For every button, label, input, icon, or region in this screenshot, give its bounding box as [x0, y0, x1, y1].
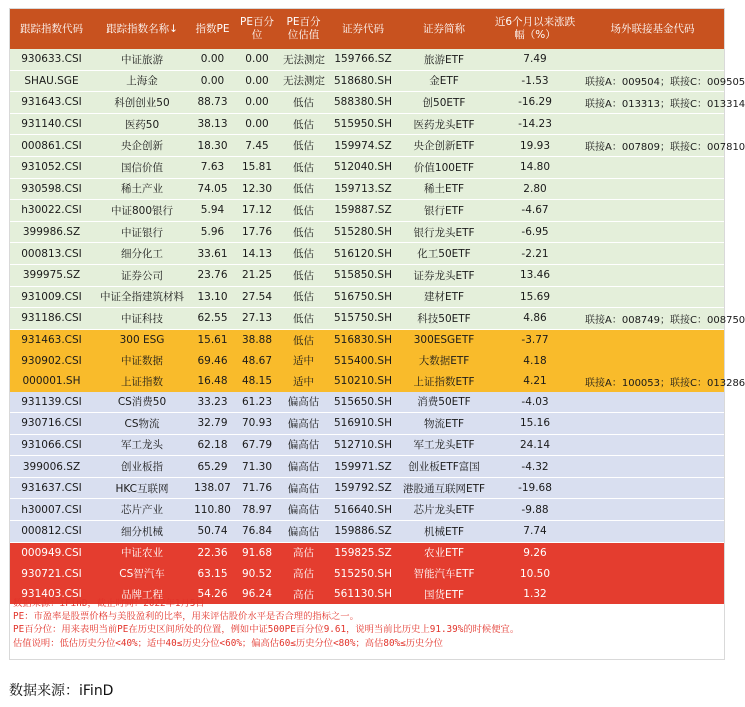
cell-security-code: 159974.SZ [327, 135, 399, 157]
table-row[interactable] [10, 200, 724, 222]
cell-pe-percentile: 38.88 [234, 329, 280, 350]
cell-security-code: 515750.SH [327, 308, 399, 330]
table-row[interactable] [10, 477, 724, 499]
cell-index-name: CS智汽车 [93, 563, 191, 584]
cell-security-name: 价值100ETF [399, 156, 489, 178]
table-row[interactable] [10, 499, 724, 521]
cell-change-6m: 2.80 [489, 178, 581, 200]
col-header-security-code: 证券代码 [327, 9, 399, 49]
note-source: 数据来源：iFinD，截止时间：2022年1月5日 [13, 598, 205, 609]
cell-index-name: 证券公司 [93, 264, 191, 286]
cell-pe: 65.29 [191, 456, 234, 478]
table-row[interactable] [10, 70, 724, 92]
cell-pe-percentile: 21.25 [234, 264, 280, 286]
cell-change-6m: -4.67 [489, 200, 581, 222]
cell-security-name: 港股通互联网ETF [399, 477, 489, 499]
cell-security-code: 516910.SH [327, 413, 399, 435]
table-row[interactable] [10, 413, 724, 435]
cell-security-code: 516120.SH [327, 243, 399, 265]
cell-pe-valuation: 适中 [280, 350, 327, 371]
cell-security-code: 159971.SZ [327, 456, 399, 478]
cell-pe-percentile: 0.00 [234, 92, 280, 114]
cell-pe: 23.76 [191, 264, 234, 286]
cell-security-name: 稀土ETF [399, 178, 489, 200]
cell-security-code: 515250.SH [327, 563, 399, 584]
cell-security-name: 国货ETF [399, 584, 489, 605]
cell-pe-percentile: 91.68 [234, 542, 280, 563]
cell-pe-percentile: 0.00 [234, 113, 280, 135]
table-row[interactable] [10, 178, 724, 200]
cell-security-name: 建材ETF [399, 286, 489, 308]
cell-change-6m: -4.32 [489, 456, 581, 478]
cell-security-code: 515280.SH [327, 221, 399, 243]
table-row[interactable] [10, 542, 724, 563]
table-row[interactable] [10, 286, 724, 308]
cell-index-name: HKC互联网 [93, 477, 191, 499]
cell-security-name: 科技50ETF [399, 308, 489, 330]
cell-pe-valuation: 低估 [280, 92, 327, 114]
cell-feeder-fund [581, 542, 724, 563]
cell-security-name: 银行龙头ETF [399, 221, 489, 243]
cell-pe-percentile: 90.52 [234, 563, 280, 584]
cell-change-6m: -2.21 [489, 243, 581, 265]
cell-feeder-fund [581, 456, 724, 478]
cell-security-name: 机械ETF [399, 521, 489, 543]
cell-pe-valuation: 低估 [280, 200, 327, 222]
col-header-index-code: 跟踪指数代码 [10, 9, 93, 49]
cell-change-6m: 24.14 [489, 434, 581, 456]
cell-security-code: 159766.SZ [327, 49, 399, 70]
table-body [10, 49, 745, 604]
cell-feeder-fund [581, 413, 724, 435]
table-row[interactable] [10, 371, 724, 392]
cell-security-name: 军工龙头ETF [399, 434, 489, 456]
cell-change-6m: -14.23 [489, 113, 581, 135]
cell-pe: 63.15 [191, 563, 234, 584]
cell-security-code: 515850.SH [327, 264, 399, 286]
cell-security-name: 芯片龙头ETF [399, 499, 489, 521]
cell-feeder-fund [581, 477, 724, 499]
cell-pe-valuation: 低估 [280, 243, 327, 265]
cell-index-name: 中证800银行 [93, 200, 191, 222]
cell-security-code: 561130.SH [327, 584, 399, 605]
cell-pe-valuation: 无法测定 [280, 70, 327, 92]
cell-security-name: 医药龙头ETF [399, 113, 489, 135]
cell-change-6m: -4.03 [489, 392, 581, 413]
cell-pe-valuation: 低估 [280, 156, 327, 178]
cell-pe: 74.05 [191, 178, 234, 200]
cell-pe-valuation: 偏高估 [280, 392, 327, 413]
cell-pe: 18.30 [191, 135, 234, 157]
cell-security-code: 159886.SZ [327, 521, 399, 543]
cell-security-name: 证券龙头ETF [399, 264, 489, 286]
cell-index-code: 930721.CSI [10, 563, 93, 584]
cell-index-code: 000001.SH [10, 371, 93, 392]
cell-pe: 15.61 [191, 329, 234, 350]
table-row[interactable] [10, 350, 724, 371]
cell-index-name: 细分机械 [93, 521, 191, 543]
cell-pe: 62.55 [191, 308, 234, 330]
cell-index-code: 931140.CSI [10, 113, 93, 135]
cell-pe-percentile: 0.00 [234, 70, 280, 92]
cell-index-code: h30007.CSI [10, 499, 93, 521]
cell-change-6m: 19.93 [489, 135, 581, 157]
cell-change-6m: 1.32 [489, 584, 581, 605]
cell-security-code: 516830.SH [327, 329, 399, 350]
cell-pe: 88.73 [191, 92, 234, 114]
cell-pe: 5.94 [191, 200, 234, 222]
cell-index-name: 国信价值 [93, 156, 191, 178]
cell-pe: 33.61 [191, 243, 234, 265]
cell-index-name: 300 ESG [93, 329, 191, 350]
cell-change-6m: 10.50 [489, 563, 581, 584]
cell-pe-percentile: 48.15 [234, 371, 280, 392]
cell-pe-valuation: 低估 [280, 113, 327, 135]
cell-pe: 13.10 [191, 286, 234, 308]
cell-security-name: 央企创新ETF [399, 135, 489, 157]
cell-pe-percentile: 12.30 [234, 178, 280, 200]
cell-change-6m: -9.88 [489, 499, 581, 521]
cell-index-code: 930598.CSI [10, 178, 93, 200]
cell-security-code: 515950.SH [327, 113, 399, 135]
cell-pe-valuation: 偏高估 [280, 499, 327, 521]
cell-security-name: 创50ETF [399, 92, 489, 114]
cell-pe-valuation: 偏高估 [280, 456, 327, 478]
cell-pe-valuation: 偏高估 [280, 521, 327, 543]
cell-index-code: 000812.CSI [10, 521, 93, 543]
cell-security-code: 518680.SH [327, 70, 399, 92]
cell-feeder-fund [581, 243, 724, 265]
table-row[interactable] [10, 329, 724, 350]
cell-feeder-fund [581, 113, 724, 135]
cell-pe-percentile: 27.54 [234, 286, 280, 308]
cell-security-name: 上证指数ETF [399, 371, 489, 392]
cell-index-code: 399986.SZ [10, 221, 93, 243]
cell-pe-percentile: 15.81 [234, 156, 280, 178]
cell-index-code: 930716.CSI [10, 413, 93, 435]
col-header-pe-valuation: PE百分位估值 [280, 9, 327, 49]
cell-change-6m: 9.26 [489, 542, 581, 563]
cell-feeder-fund [581, 521, 724, 543]
valuation-table [10, 9, 745, 604]
cell-index-name: 医药50 [93, 113, 191, 135]
cell-feeder-fund: 联接A：009504；联接C：009505 [581, 70, 724, 92]
cell-feeder-fund [581, 499, 724, 521]
note-pe-definition: PE：市盈率是股票价格与美股盈利的比率，用来评估股价水平是否合理的指标之一。 [13, 611, 359, 623]
cell-pe: 16.48 [191, 371, 234, 392]
cell-security-code: 512040.SH [327, 156, 399, 178]
cell-security-name: 金ETF [399, 70, 489, 92]
cell-feeder-fund [581, 200, 724, 222]
cell-index-code: 930902.CSI [10, 350, 93, 371]
cell-change-6m: 13.46 [489, 264, 581, 286]
cell-security-name: 农业ETF [399, 542, 489, 563]
cell-pe-percentile: 0.00 [234, 49, 280, 70]
cell-index-name: 细分化工 [93, 243, 191, 265]
cell-pe: 32.79 [191, 413, 234, 435]
cell-change-6m: 14.80 [489, 156, 581, 178]
cell-index-name: 中证全指建筑材料 [93, 286, 191, 308]
cell-pe-percentile: 67.79 [234, 434, 280, 456]
cell-index-code: 931066.CSI [10, 434, 93, 456]
cell-pe: 50.74 [191, 521, 234, 543]
cell-pe-percentile: 96.24 [234, 584, 280, 605]
cell-pe-percentile: 71.76 [234, 477, 280, 499]
cell-pe: 69.46 [191, 350, 234, 371]
col-header-pe-percentile: PE百分位 [234, 9, 280, 49]
cell-index-code: 931637.CSI [10, 477, 93, 499]
cell-feeder-fund: 联接A：100053；联接C：013286 [581, 371, 724, 392]
cell-feeder-fund [581, 563, 724, 584]
cell-index-name: 中证数据 [93, 350, 191, 371]
cell-pe-percentile: 78.97 [234, 499, 280, 521]
cell-index-name: 芯片产业 [93, 499, 191, 521]
col-header-index-name[interactable]: 跟踪指数名称↓ [93, 9, 191, 49]
cell-pe: 5.96 [191, 221, 234, 243]
cell-index-code: 000861.CSI [10, 135, 93, 157]
table-row[interactable] [10, 92, 724, 114]
cell-change-6m: 7.49 [489, 49, 581, 70]
cell-feeder-fund: 联接A：007809；联接C：007810 [581, 135, 724, 157]
cell-pe-valuation: 低估 [280, 329, 327, 350]
cell-pe: 110.80 [191, 499, 234, 521]
cell-feeder-fund [581, 49, 724, 70]
cell-pe-valuation: 适中 [280, 371, 327, 392]
cell-index-name: 稀土产业 [93, 178, 191, 200]
cell-index-name: 中证旅游 [93, 49, 191, 70]
cell-pe-valuation: 偏高估 [280, 434, 327, 456]
cell-feeder-fund: 联接A：008749；联接C：008750 [581, 308, 724, 330]
cell-change-6m: 7.74 [489, 521, 581, 543]
cell-index-code: 000813.CSI [10, 243, 93, 265]
cell-index-code: 931463.CSI [10, 329, 93, 350]
cell-index-code: 931139.CSI [10, 392, 93, 413]
table-row[interactable] [10, 264, 724, 286]
cell-pe-percentile: 17.12 [234, 200, 280, 222]
cell-change-6m: 4.21 [489, 371, 581, 392]
notes-block [13, 597, 721, 650]
note-pe-percentile: PE百分位：用来表明当前PE在历史区间所处的位置，例如中证500PE百分位9.61，说明当前比历史上91.39%的时候便宜。 [13, 624, 520, 636]
valuation-table-panel [9, 8, 745, 660]
cell-pe-percentile: 48.67 [234, 350, 280, 371]
table-row[interactable] [10, 135, 724, 157]
cell-change-6m: 15.69 [489, 286, 581, 308]
cell-index-code: SHAU.SGE [10, 70, 93, 92]
cell-security-code: 588380.SH [327, 92, 399, 114]
cell-index-name: CS消费50 [93, 392, 191, 413]
cell-index-name: 科创创业50 [93, 92, 191, 114]
cell-security-code: 159825.SZ [327, 542, 399, 563]
cell-security-name: 银行ETF [399, 200, 489, 222]
cell-pe-percentile: 71.30 [234, 456, 280, 478]
cell-change-6m: -6.95 [489, 221, 581, 243]
cell-pe-percentile: 17.76 [234, 221, 280, 243]
cell-index-code: 931186.CSI [10, 308, 93, 330]
cell-pe-valuation: 高估 [280, 584, 327, 605]
cell-pe: 33.23 [191, 392, 234, 413]
cell-change-6m: -19.68 [489, 477, 581, 499]
cell-feeder-fund [581, 350, 724, 371]
cell-index-name: CS物流 [93, 413, 191, 435]
cell-change-6m: 15.16 [489, 413, 581, 435]
cell-security-code: 516640.SH [327, 499, 399, 521]
cell-feeder-fund [581, 392, 724, 413]
cell-feeder-fund [581, 178, 724, 200]
table-row[interactable] [10, 308, 724, 330]
cell-index-code: 930633.CSI [10, 49, 93, 70]
cell-pe: 7.63 [191, 156, 234, 178]
cell-security-code: 515400.SH [327, 350, 399, 371]
col-header-6m-change: 近6个月以来涨跌幅（%） [489, 9, 581, 49]
table-row[interactable] [10, 113, 724, 135]
source-caption: 数据来源：iFinD [9, 683, 114, 699]
cell-pe: 0.00 [191, 70, 234, 92]
cell-pe-valuation: 无法测定 [280, 49, 327, 70]
cell-pe-valuation: 低估 [280, 264, 327, 286]
cell-pe-valuation: 高估 [280, 542, 327, 563]
cell-change-6m: -3.77 [489, 329, 581, 350]
cell-security-code: 512710.SH [327, 434, 399, 456]
cell-pe-valuation: 偏高估 [280, 413, 327, 435]
cell-security-name: 物流ETF [399, 413, 489, 435]
cell-index-code: 931052.CSI [10, 156, 93, 178]
cell-feeder-fund [581, 434, 724, 456]
cell-security-code: 159713.SZ [327, 178, 399, 200]
cell-security-name: 创业板ETF富国 [399, 456, 489, 478]
cell-change-6m: -16.29 [489, 92, 581, 114]
cell-security-name: 300ESGETF [399, 329, 489, 350]
table-row[interactable] [10, 563, 724, 584]
cell-pe: 54.26 [191, 584, 234, 605]
note-valuation-legend: 估值说明：低估历史分位<40%；适中40≤历史分位<60%；偏高估60≤历史分位<80%；高估80%≤历史分位 [13, 637, 443, 649]
cell-security-code: 516750.SH [327, 286, 399, 308]
cell-security-code: 510210.SH [327, 371, 399, 392]
cell-index-name: 军工龙头 [93, 434, 191, 456]
cell-index-name: 品牌工程 [93, 584, 191, 605]
cell-index-code: 399006.SZ [10, 456, 93, 478]
cell-pe-valuation: 低估 [280, 286, 327, 308]
cell-index-name: 上海金 [93, 70, 191, 92]
table-row[interactable] [10, 456, 724, 478]
cell-pe-valuation: 低估 [280, 135, 327, 157]
cell-pe: 38.13 [191, 113, 234, 135]
cell-pe-valuation: 低估 [280, 221, 327, 243]
cell-index-code: 399975.SZ [10, 264, 93, 286]
cell-feeder-fund [581, 221, 724, 243]
col-header-security-name: 证券简称 [399, 9, 489, 49]
table-row[interactable] [10, 221, 724, 243]
table-row[interactable] [10, 434, 724, 456]
cell-index-name: 央企创新 [93, 135, 191, 157]
table-row[interactable] [10, 156, 724, 178]
table-row[interactable] [10, 392, 724, 413]
cell-security-code: 159887.SZ [327, 200, 399, 222]
cell-pe-percentile: 27.13 [234, 308, 280, 330]
cell-index-code: 931009.CSI [10, 286, 93, 308]
cell-security-name: 智能汽车ETF [399, 563, 489, 584]
cell-pe: 138.07 [191, 477, 234, 499]
cell-pe-valuation: 低估 [280, 308, 327, 330]
cell-pe-percentile: 76.84 [234, 521, 280, 543]
cell-index-name: 中证科技 [93, 308, 191, 330]
table-row[interactable] [10, 521, 724, 543]
cell-pe: 22.36 [191, 542, 234, 563]
cell-index-code: 000949.CSI [10, 542, 93, 563]
cell-index-name: 上证指数 [93, 371, 191, 392]
cell-pe-valuation: 高估 [280, 563, 327, 584]
cell-security-name: 化工50ETF [399, 243, 489, 265]
cell-pe-percentile: 61.23 [234, 392, 280, 413]
cell-index-code: 931643.CSI [10, 92, 93, 114]
cell-feeder-fund: 联接A：013313；联接C：013314 [581, 92, 724, 114]
cell-change-6m: -1.53 [489, 70, 581, 92]
cell-index-code: h30022.CSI [10, 200, 93, 222]
col-header-pe: 指数PE [191, 9, 234, 49]
cell-security-name: 大数据ETF [399, 350, 489, 371]
cell-security-name: 旅游ETF [399, 49, 489, 70]
cell-pe: 62.18 [191, 434, 234, 456]
cell-index-name: 中证农业 [93, 542, 191, 563]
cell-feeder-fund [581, 329, 724, 350]
table-row[interactable] [10, 243, 724, 265]
table-row[interactable] [10, 49, 724, 70]
cell-pe-valuation: 低估 [280, 178, 327, 200]
cell-index-code: 931403.CSI [10, 584, 93, 605]
cell-change-6m: 4.18 [489, 350, 581, 371]
cell-pe-valuation: 偏高估 [280, 477, 327, 499]
cell-feeder-fund [581, 286, 724, 308]
cell-pe-percentile: 14.13 [234, 243, 280, 265]
cell-feeder-fund [581, 264, 724, 286]
cell-feeder-fund [581, 156, 724, 178]
table-header-row [10, 9, 724, 49]
cell-security-name: 消费50ETF [399, 392, 489, 413]
cell-index-name: 中证银行 [93, 221, 191, 243]
cell-security-code: 515650.SH [327, 392, 399, 413]
cell-change-6m: 4.86 [489, 308, 581, 330]
cell-pe-percentile: 70.93 [234, 413, 280, 435]
col-header-feeder-fund: 场外联接基金代码 [581, 9, 724, 49]
cell-pe-percentile: 7.45 [234, 135, 280, 157]
cell-pe: 0.00 [191, 49, 234, 70]
cell-index-name: 创业板指 [93, 456, 191, 478]
cell-security-code: 159792.SZ [327, 477, 399, 499]
